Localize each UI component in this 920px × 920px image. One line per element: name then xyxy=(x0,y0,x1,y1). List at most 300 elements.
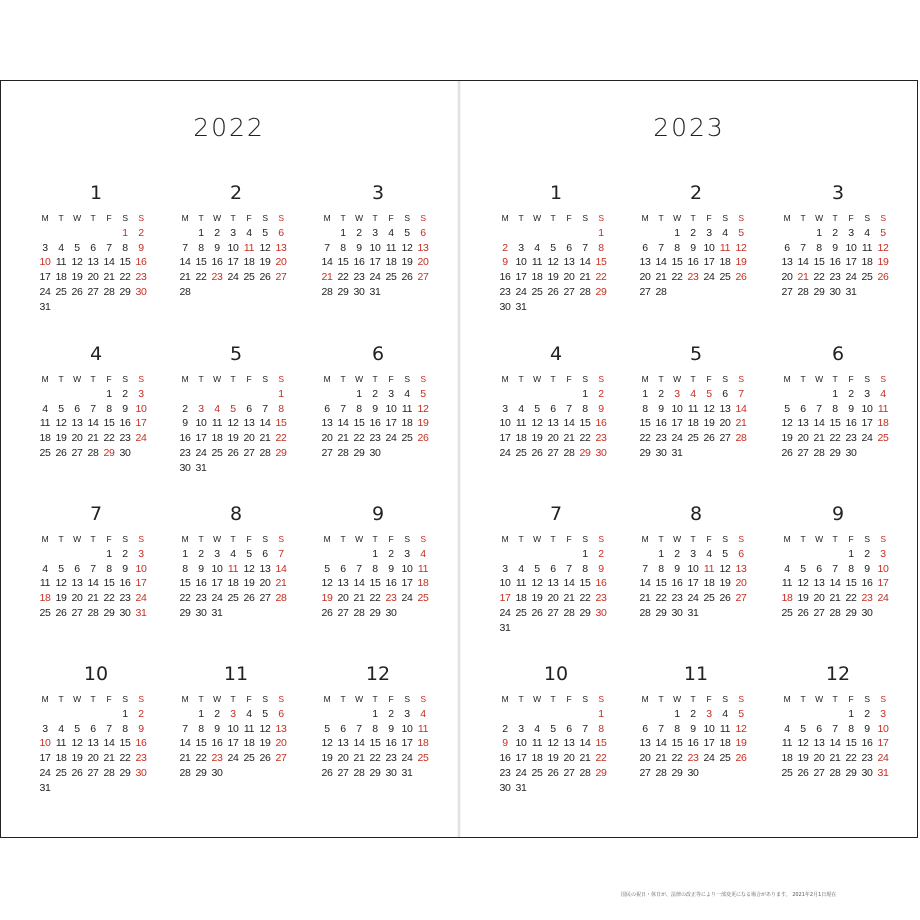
day-cell: 4 xyxy=(246,226,252,239)
day-cell: 16 xyxy=(595,417,607,430)
day-cell: 4 xyxy=(42,402,48,415)
day-cell: 30 xyxy=(845,446,857,459)
day-cell: 16 xyxy=(135,737,147,750)
day-cell: 26 xyxy=(401,271,413,284)
day-cell: 14 xyxy=(179,256,191,269)
weekday-label: T xyxy=(658,694,664,704)
weekday-label: T xyxy=(800,534,806,544)
weekday-label: S xyxy=(404,374,410,384)
day-cell: 24 xyxy=(39,766,51,779)
day-cell: 20 xyxy=(321,432,333,445)
day-cell: 13 xyxy=(547,417,559,430)
day-cell: 11 xyxy=(401,402,413,415)
day-cell: 17 xyxy=(687,577,699,590)
weekday-label: W xyxy=(815,534,823,544)
empty-cell xyxy=(177,226,193,241)
day-cell: 25 xyxy=(781,766,793,779)
day-cell: 5 xyxy=(550,722,556,735)
day-cell: 12 xyxy=(321,577,333,590)
day-cell: 5 xyxy=(738,707,744,720)
day-cell: 14 xyxy=(735,402,747,415)
empty-cell xyxy=(513,387,529,402)
day-cell: 30 xyxy=(353,285,365,298)
day-cell: 11 xyxy=(719,241,731,254)
day-cell: 4 xyxy=(420,707,426,720)
day-cell: 12 xyxy=(547,737,559,750)
empty-cell xyxy=(209,387,225,402)
month-number: 1 xyxy=(549,182,563,204)
day-cell: 7 xyxy=(90,402,96,415)
day-grid xyxy=(497,532,615,636)
day-cell: 12 xyxy=(877,241,889,254)
day-cell: 5 xyxy=(58,402,64,415)
day-cell: 12 xyxy=(259,241,271,254)
day-cell: 8 xyxy=(658,562,664,575)
day-cell: 19 xyxy=(71,271,83,284)
month-number: 8 xyxy=(689,503,703,525)
day-cell: 27 xyxy=(337,766,349,779)
day-cell: 9 xyxy=(372,402,378,415)
day-cell: 8 xyxy=(832,402,838,415)
day-cell: 21 xyxy=(87,592,99,605)
day-cell: 21 xyxy=(735,417,747,430)
day-cell: 23 xyxy=(119,592,131,605)
day-cell: 13 xyxy=(275,241,287,254)
day-cell: 31 xyxy=(515,300,527,313)
day-cell: 17 xyxy=(401,577,413,590)
weekday-label: W xyxy=(213,694,221,704)
day-cell: 19 xyxy=(703,417,715,430)
day-cell: 10 xyxy=(877,722,889,735)
day-cell: 11 xyxy=(687,402,699,415)
day-cell: 12 xyxy=(531,577,543,590)
day-cell: 2 xyxy=(138,707,144,720)
calendar-spread xyxy=(0,80,918,898)
day-cell: 27 xyxy=(87,766,99,779)
day-cell: 13 xyxy=(275,722,287,735)
day-cell: 25 xyxy=(515,606,527,619)
day-cell: 18 xyxy=(417,737,429,750)
day-cell: 9 xyxy=(182,417,188,430)
day-cell: 1 xyxy=(372,707,378,720)
day-cell: 14 xyxy=(813,417,825,430)
day-cell: 16 xyxy=(195,577,207,590)
day-cell: 28 xyxy=(103,766,115,779)
day-cell: 22 xyxy=(119,271,131,284)
day-cell: 9 xyxy=(674,562,680,575)
day-cell: 16 xyxy=(829,256,841,269)
empty-cell xyxy=(101,226,117,241)
day-cell: 16 xyxy=(687,256,699,269)
day-cell: 15 xyxy=(671,256,683,269)
day-cell: 10 xyxy=(135,402,147,415)
day-cell: 27 xyxy=(71,446,83,459)
day-cell: 23 xyxy=(687,271,699,284)
day-cell: 4 xyxy=(534,722,540,735)
day-cell: 15 xyxy=(813,256,825,269)
day-cell: 29 xyxy=(579,606,591,619)
day-cell: 28 xyxy=(579,766,591,779)
weekday-label: M xyxy=(783,534,791,544)
day-cell: 28 xyxy=(563,606,575,619)
day-cell: 24 xyxy=(211,592,223,605)
day-cell: 15 xyxy=(195,256,207,269)
day-cell: 26 xyxy=(703,432,715,445)
day-cell: 5 xyxy=(784,402,790,415)
day-cell: 31 xyxy=(135,606,147,619)
day-cell: 3 xyxy=(404,707,410,720)
empty-cell xyxy=(827,547,843,562)
day-cell: 3 xyxy=(502,402,508,415)
weekday-label: T xyxy=(198,213,204,223)
day-cell: 19 xyxy=(259,256,271,269)
empty-cell xyxy=(241,387,257,402)
day-cell: 15 xyxy=(369,737,381,750)
month-7 xyxy=(497,504,615,636)
weekday-label: W xyxy=(73,694,81,704)
day-cell: 22 xyxy=(179,592,191,605)
empty-cell xyxy=(513,547,529,562)
day-cell: 4 xyxy=(246,707,252,720)
day-cell: 30 xyxy=(687,766,699,779)
day-cell: 24 xyxy=(703,271,715,284)
weekday-label: T xyxy=(230,694,236,704)
weekday-label: F xyxy=(388,213,394,223)
day-cell: 20 xyxy=(87,271,99,284)
day-cell: 7 xyxy=(832,562,838,575)
month-number: 11 xyxy=(683,663,709,685)
weekday-label: S xyxy=(420,694,426,704)
weekday-label: S xyxy=(420,534,426,544)
day-cell: 21 xyxy=(275,577,287,590)
weekday-label: W xyxy=(73,374,81,384)
day-cell: 18 xyxy=(703,577,715,590)
day-cell: 16 xyxy=(861,737,873,750)
month-number: 3 xyxy=(371,182,385,204)
weekday-label: S xyxy=(582,694,588,704)
day-cell: 10 xyxy=(369,241,381,254)
day-cell: 13 xyxy=(87,256,99,269)
month-number: 6 xyxy=(831,343,845,365)
empty-cell xyxy=(69,707,85,722)
day-cell: 1 xyxy=(340,226,346,239)
day-cell: 9 xyxy=(214,241,220,254)
weekday-label: T xyxy=(198,694,204,704)
weekday-label: W xyxy=(213,534,221,544)
day-cell: 8 xyxy=(582,562,588,575)
day-cell: 26 xyxy=(797,606,809,619)
day-cell: 12 xyxy=(719,562,731,575)
day-cell: 12 xyxy=(703,402,715,415)
day-cell: 11 xyxy=(39,577,51,590)
empty-cell xyxy=(811,387,827,402)
day-cell: 19 xyxy=(797,752,809,765)
day-cell: 14 xyxy=(829,577,841,590)
month-8 xyxy=(177,504,295,621)
weekday-label: S xyxy=(138,534,144,544)
month-number: 10 xyxy=(543,663,569,685)
day-cell: 24 xyxy=(703,752,715,765)
weekday-label: T xyxy=(550,694,556,704)
weekday-label: M xyxy=(501,534,509,544)
day-cell: 23 xyxy=(861,592,873,605)
day-grid xyxy=(177,211,295,300)
day-cell: 11 xyxy=(227,562,239,575)
day-cell: 7 xyxy=(182,722,188,735)
day-cell: 14 xyxy=(353,737,365,750)
day-cell: 8 xyxy=(642,402,648,415)
weekday-label: M xyxy=(181,374,189,384)
day-cell: 10 xyxy=(671,402,683,415)
day-cell: 3 xyxy=(864,387,870,400)
day-cell: 2 xyxy=(658,387,664,400)
weekday-label: W xyxy=(673,694,681,704)
weekday-label: F xyxy=(388,694,394,704)
day-cell: 29 xyxy=(595,285,607,298)
day-cell: 23 xyxy=(499,285,511,298)
day-cell: 10 xyxy=(499,417,511,430)
weekday-label: T xyxy=(58,534,64,544)
day-cell: 15 xyxy=(353,417,365,430)
empty-cell xyxy=(101,707,117,722)
day-cell: 18 xyxy=(401,417,413,430)
day-cell: 9 xyxy=(214,722,220,735)
weekday-label: T xyxy=(518,534,524,544)
day-cell: 23 xyxy=(595,432,607,445)
empty-cell xyxy=(497,387,513,402)
month-5 xyxy=(177,344,295,476)
day-grid xyxy=(319,211,437,300)
weekday-label: F xyxy=(848,213,854,223)
day-cell: 11 xyxy=(781,737,793,750)
weekday-label: S xyxy=(722,694,728,704)
day-cell: 7 xyxy=(90,562,96,575)
weekday-label: M xyxy=(41,374,49,384)
weekday-label: T xyxy=(340,213,346,223)
day-cell: 15 xyxy=(119,737,131,750)
day-cell: 30 xyxy=(119,606,131,619)
day-cell: 3 xyxy=(42,722,48,735)
empty-cell xyxy=(545,547,561,562)
day-cell: 21 xyxy=(563,432,575,445)
weekday-label: S xyxy=(864,213,870,223)
day-cell: 1 xyxy=(582,387,588,400)
day-cell: 28 xyxy=(259,446,271,459)
weekday-label: S xyxy=(404,694,410,704)
day-cell: 21 xyxy=(797,271,809,284)
empty-cell xyxy=(637,226,653,241)
empty-cell xyxy=(193,387,209,402)
day-cell: 26 xyxy=(243,592,255,605)
day-cell: 28 xyxy=(353,606,365,619)
day-cell: 28 xyxy=(337,446,349,459)
day-cell: 20 xyxy=(719,417,731,430)
day-cell: 22 xyxy=(671,752,683,765)
day-cell: 16 xyxy=(179,432,191,445)
day-cell: 20 xyxy=(243,432,255,445)
day-cell: 27 xyxy=(781,285,793,298)
empty-cell xyxy=(653,707,669,722)
weekday-label: M xyxy=(323,694,331,704)
day-cell: 20 xyxy=(71,432,83,445)
weekday-label: S xyxy=(138,694,144,704)
day-cell: 10 xyxy=(401,562,413,575)
day-cell: 17 xyxy=(195,432,207,445)
day-cell: 10 xyxy=(39,256,51,269)
month-number: 1 xyxy=(89,182,103,204)
day-cell: 25 xyxy=(877,432,889,445)
empty-cell xyxy=(335,387,351,402)
day-cell: 18 xyxy=(861,256,873,269)
day-cell: 19 xyxy=(547,271,559,284)
day-cell: 5 xyxy=(262,707,268,720)
weekday-label: M xyxy=(783,374,791,384)
day-cell: 7 xyxy=(800,241,806,254)
day-cell: 5 xyxy=(420,387,426,400)
day-cell: 19 xyxy=(55,592,67,605)
day-cell: 25 xyxy=(515,446,527,459)
day-cell: 11 xyxy=(531,737,543,750)
day-cell: 11 xyxy=(55,737,67,750)
day-cell: 8 xyxy=(674,722,680,735)
day-cell: 23 xyxy=(655,432,667,445)
day-cell: 5 xyxy=(800,562,806,575)
day-cell: 12 xyxy=(321,737,333,750)
day-cell: 8 xyxy=(674,241,680,254)
day-cell: 3 xyxy=(230,707,236,720)
day-cell: 14 xyxy=(275,562,287,575)
day-cell: 15 xyxy=(829,417,841,430)
day-cell: 15 xyxy=(845,577,857,590)
day-cell: 14 xyxy=(87,417,99,430)
day-cell: 7 xyxy=(566,562,572,575)
day-cell: 20 xyxy=(781,271,793,284)
empty-cell xyxy=(637,547,653,562)
day-cell: 26 xyxy=(531,606,543,619)
empty-cell xyxy=(827,707,843,722)
day-cell: 30 xyxy=(671,606,683,619)
day-cell: 17 xyxy=(135,417,147,430)
day-cell: 6 xyxy=(278,707,284,720)
day-cell: 2 xyxy=(388,547,394,560)
day-cell: 17 xyxy=(211,577,223,590)
day-cell: 28 xyxy=(813,446,825,459)
day-cell: 27 xyxy=(563,766,575,779)
empty-cell xyxy=(53,226,69,241)
day-cell: 1 xyxy=(356,387,362,400)
month-4 xyxy=(37,344,155,461)
day-cell: 25 xyxy=(861,271,873,284)
day-cell: 17 xyxy=(499,592,511,605)
weekday-label: S xyxy=(122,374,128,384)
weekday-label: W xyxy=(213,374,221,384)
day-cell: 3 xyxy=(690,547,696,560)
weekday-label: T xyxy=(372,534,378,544)
day-cell: 30 xyxy=(595,446,607,459)
day-cell: 23 xyxy=(595,592,607,605)
day-cell: 4 xyxy=(518,402,524,415)
day-cell: 1 xyxy=(106,547,112,560)
day-cell: 2 xyxy=(182,402,188,415)
empty-cell xyxy=(577,226,593,241)
month-number: 11 xyxy=(223,663,249,685)
day-cell: 16 xyxy=(119,417,131,430)
day-cell: 9 xyxy=(690,722,696,735)
day-cell: 24 xyxy=(861,432,873,445)
empty-cell xyxy=(37,226,53,241)
weekday-label: F xyxy=(706,374,712,384)
day-cell: 27 xyxy=(275,271,287,284)
day-cell: 8 xyxy=(816,241,822,254)
day-cell: 18 xyxy=(211,432,223,445)
weekday-label: M xyxy=(501,694,509,704)
weekday-label: S xyxy=(278,534,284,544)
weekday-label: M xyxy=(501,374,509,384)
weekday-label: F xyxy=(388,534,394,544)
month-12 xyxy=(779,664,897,781)
day-cell: 27 xyxy=(797,446,809,459)
day-cell: 19 xyxy=(227,432,239,445)
day-cell: 14 xyxy=(563,417,575,430)
weekday-label: M xyxy=(181,213,189,223)
day-cell: 26 xyxy=(547,285,559,298)
weekday-label: S xyxy=(864,534,870,544)
empty-cell xyxy=(257,387,273,402)
day-cell: 31 xyxy=(499,621,511,634)
day-cell: 27 xyxy=(547,446,559,459)
day-cell: 11 xyxy=(417,562,429,575)
day-cell: 13 xyxy=(813,737,825,750)
day-cell: 4 xyxy=(388,226,394,239)
day-cell: 1 xyxy=(122,707,128,720)
day-cell: 29 xyxy=(845,766,857,779)
day-cell: 1 xyxy=(372,547,378,560)
day-grid xyxy=(177,532,295,621)
day-cell: 4 xyxy=(58,722,64,735)
day-cell: 6 xyxy=(74,402,80,415)
empty-cell xyxy=(577,707,593,722)
day-cell: 12 xyxy=(797,737,809,750)
weekday-label: S xyxy=(738,694,744,704)
day-cell: 18 xyxy=(531,752,543,765)
day-cell: 7 xyxy=(106,722,112,735)
day-cell: 24 xyxy=(877,752,889,765)
day-cell: 1 xyxy=(598,226,604,239)
day-cell: 9 xyxy=(388,562,394,575)
day-cell: 25 xyxy=(781,606,793,619)
weekday-label: S xyxy=(138,374,144,384)
day-cell: 12 xyxy=(55,577,67,590)
day-cell: 22 xyxy=(579,432,591,445)
day-cell: 5 xyxy=(722,547,728,560)
day-cell: 26 xyxy=(531,446,543,459)
day-cell: 24 xyxy=(845,271,857,284)
weekday-label: W xyxy=(533,374,541,384)
day-cell: 30 xyxy=(499,300,511,313)
day-cell: 25 xyxy=(703,592,715,605)
empty-cell xyxy=(529,226,545,241)
day-cell: 25 xyxy=(211,446,223,459)
weekday-label: S xyxy=(738,213,744,223)
empty-cell xyxy=(351,547,367,562)
month-2 xyxy=(177,183,295,300)
weekday-label: T xyxy=(800,694,806,704)
day-cell: 6 xyxy=(262,547,268,560)
day-cell: 29 xyxy=(275,446,287,459)
day-cell: 20 xyxy=(337,752,349,765)
day-cell: 14 xyxy=(655,737,667,750)
day-cell: 1 xyxy=(642,387,648,400)
